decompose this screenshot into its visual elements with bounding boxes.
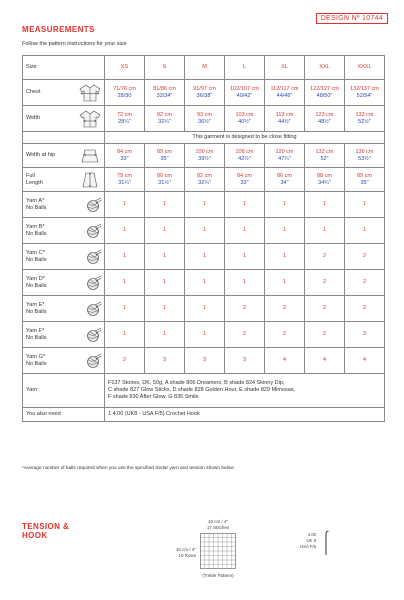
width-label: Width bbox=[26, 115, 41, 122]
yarn-f-label-cell bbox=[23, 322, 105, 348]
yarn-ball-icon bbox=[86, 301, 102, 317]
width-hip-cell: 84 cm 33" bbox=[105, 144, 145, 168]
full-length-label-cell bbox=[23, 168, 105, 192]
yarn-ball-icon bbox=[86, 327, 102, 343]
fit-note-row bbox=[23, 132, 385, 144]
yarn-a-row bbox=[23, 192, 385, 218]
yarn-ball-icon bbox=[86, 249, 102, 265]
yarn-c-label-cell bbox=[23, 244, 105, 270]
fit-note-spacer bbox=[23, 132, 105, 144]
yarn-b-cell: 1 bbox=[225, 218, 265, 244]
full-length-cell: 89 cm 35" bbox=[345, 168, 385, 192]
yarn-a-cell: 1 bbox=[225, 192, 265, 218]
size-label: Size bbox=[23, 56, 105, 80]
footnote: *Average number of balls required when you use the specified Sirdar yarn and tension shown below bbox=[22, 466, 234, 471]
yarn-f-balls-label: No Balls bbox=[26, 334, 47, 341]
size-xl: XL bbox=[265, 56, 305, 80]
yarn-f-row bbox=[23, 322, 385, 348]
tension-grid-icon bbox=[200, 533, 236, 569]
width-hip-row bbox=[23, 144, 385, 168]
hook-info bbox=[300, 532, 316, 549]
yarn-d-row bbox=[23, 270, 385, 296]
full-length-cell: 86 cm 34" bbox=[265, 168, 305, 192]
hook-mm: 4.00 bbox=[307, 532, 316, 537]
yarn-e-cell: 2 bbox=[305, 296, 345, 322]
yarn-ball-icon bbox=[86, 275, 102, 291]
also-need-label: You also need bbox=[23, 408, 105, 422]
yarn-d-cell: 1 bbox=[145, 270, 185, 296]
width-cell: 72 cm 28¼" bbox=[105, 106, 145, 132]
size-xs: XS bbox=[105, 56, 145, 80]
yarn-g-row bbox=[23, 348, 385, 374]
yarn-g-cell: 3 bbox=[185, 348, 225, 374]
hook-uk: UK 8 bbox=[306, 537, 316, 543]
yarn-f-cell: 1 bbox=[145, 322, 185, 348]
yarn-g-cell: 4 bbox=[265, 348, 305, 374]
yarn-b-label-cell bbox=[23, 218, 105, 244]
tension-stitches: 17 Stitches bbox=[206, 525, 230, 530]
tension-hook-title: TENSION & HOOK bbox=[22, 522, 70, 540]
yarn-g-cell: 2 bbox=[105, 348, 145, 374]
yarn-a-label-cell bbox=[23, 192, 105, 218]
yarn-g-cell: 3 bbox=[145, 348, 185, 374]
yarn-a-cell: 1 bbox=[305, 192, 345, 218]
size-s: S bbox=[145, 56, 185, 80]
chest-cell: 132/137 cm 52/54" bbox=[345, 80, 385, 106]
yarn-a-cell: 1 bbox=[145, 192, 185, 218]
intro-text: Follow the pattern instructions for your size bbox=[22, 41, 127, 47]
yarn-c-cell: 2 bbox=[305, 244, 345, 270]
yarn-c-balls-label: No Balls bbox=[26, 256, 47, 263]
yarn-f-name: Yarn F* bbox=[26, 327, 45, 334]
yarn-c-name: Yarn C* bbox=[26, 249, 45, 256]
also-need-value: 1 4.00 (UK8 - USA F/5) Crochet Hook bbox=[105, 408, 385, 422]
width-hip-label-cell bbox=[23, 144, 105, 168]
yarn-ball-icon bbox=[86, 353, 102, 369]
yarn-g-name: Yarn G* bbox=[26, 353, 46, 360]
tension-rows: 10 Rows bbox=[178, 553, 196, 558]
yarn-g-label-cell bbox=[23, 348, 105, 374]
tension-width-label: 10 cm / 4" bbox=[207, 519, 229, 524]
yarn-d-label-cell bbox=[23, 270, 105, 296]
yarn-g-cell: 3 bbox=[225, 348, 265, 374]
full-length-cell: 84 cm 33" bbox=[225, 168, 265, 192]
yarn-e-balls-label: No Balls bbox=[26, 308, 47, 315]
size-m: M bbox=[185, 56, 225, 80]
width-cell: 133 cm 52½" bbox=[345, 106, 385, 132]
design-number-badge: DESIGN Nº 10744 bbox=[316, 13, 388, 24]
skirt-length-icon bbox=[78, 172, 102, 188]
yarn-e-cell: 1 bbox=[105, 296, 145, 322]
yarn-b-cell: 1 bbox=[105, 218, 145, 244]
yarn-g-balls-label: No Balls bbox=[26, 360, 47, 367]
yarn-c-row bbox=[23, 244, 385, 270]
tension-pattern: (Treble Pattern) bbox=[202, 573, 234, 578]
yarn-c-cell: 1 bbox=[185, 244, 225, 270]
also-need-row bbox=[23, 408, 385, 422]
yarn-g-cell: 4 bbox=[345, 348, 385, 374]
yarn-d-cell: 1 bbox=[265, 270, 305, 296]
yarn-c-cell: 1 bbox=[225, 244, 265, 270]
yarn-ball-icon bbox=[86, 223, 102, 239]
chest-cell: 102/107 cm 40/42" bbox=[225, 80, 265, 106]
yarn-c-cell: 1 bbox=[105, 244, 145, 270]
full-length-cell: 88 cm 34¾" bbox=[305, 168, 345, 192]
width-hip-cell: 120 cm 47¼" bbox=[265, 144, 305, 168]
yarn-d-cell: 1 bbox=[225, 270, 265, 296]
yarn-a-balls-label: No Balls bbox=[26, 204, 47, 211]
yarn-details-text: F137 Stories, DK, 50g, A shade 806 Dreamers, B shade 824 Skinny Dip, C shade 827 Glow Sticks, D shade 828 Golden Hour, E shade 829 Mimosas, F shade 830 After Glow, G 835 Smile bbox=[105, 374, 385, 408]
fit-note: This garment is designed to be close fitting bbox=[105, 132, 385, 144]
width-cell: 82 cm 32¼" bbox=[145, 106, 185, 132]
yarn-d-cell: 1 bbox=[185, 270, 225, 296]
full-length-cell: 80 cm 31½" bbox=[145, 168, 185, 192]
width-cell: 113 cm 44½" bbox=[265, 106, 305, 132]
tension-diagram bbox=[160, 519, 270, 589]
width-cell: 93 cm 36½" bbox=[185, 106, 225, 132]
yarn-e-row bbox=[23, 296, 385, 322]
measurements-table bbox=[22, 55, 385, 422]
yarn-e-cell: 2 bbox=[265, 296, 305, 322]
width-cell: 103 cm 40½" bbox=[225, 106, 265, 132]
chest-label-cell bbox=[23, 80, 105, 106]
chest-cell: 112/117 cm 44/46" bbox=[265, 80, 305, 106]
skirt-hip-icon bbox=[78, 149, 102, 163]
width-hip-cell: 132 cm 52" bbox=[305, 144, 345, 168]
chest-cell: 71/76 cm 28/30 bbox=[105, 80, 145, 106]
yarn-a-cell: 1 bbox=[185, 192, 225, 218]
size-xxxl: XXXL bbox=[345, 56, 385, 80]
size-l: L bbox=[225, 56, 265, 80]
full-length-cell: 82 cm 32¼" bbox=[185, 168, 225, 192]
width-hip-cell: 136 cm 53½" bbox=[345, 144, 385, 168]
chest-label: Chest bbox=[26, 89, 41, 96]
yarn-a-cell: 1 bbox=[105, 192, 145, 218]
chest-cell: 91/97 cm 36/38" bbox=[185, 80, 225, 106]
yarn-e-cell: 2 bbox=[345, 296, 385, 322]
yarn-e-label-cell bbox=[23, 296, 105, 322]
yarn-d-name: Yarn D* bbox=[26, 275, 45, 282]
cardigan-chest-icon bbox=[78, 84, 102, 102]
width-row bbox=[23, 106, 385, 132]
yarn-e-cell: 1 bbox=[145, 296, 185, 322]
yarn-b-cell: 1 bbox=[305, 218, 345, 244]
chest-cell: 122/127 cm 48/50" bbox=[305, 80, 345, 106]
yarn-b-cell: 1 bbox=[145, 218, 185, 244]
yarn-f-cell: 3 bbox=[345, 322, 385, 348]
yarn-b-name: Yarn B* bbox=[26, 223, 45, 230]
yarn-f-cell: 2 bbox=[305, 322, 345, 348]
yarn-e-cell: 2 bbox=[225, 296, 265, 322]
width-hip-cell: 100 cm 39½" bbox=[185, 144, 225, 168]
yarn-ball-icon bbox=[86, 197, 102, 213]
yarn-details-label: Yarn bbox=[23, 374, 105, 408]
measurements-title: MEASUREMENTS bbox=[22, 25, 95, 34]
yarn-d-cell: 2 bbox=[345, 270, 385, 296]
yarn-c-cell: 1 bbox=[265, 244, 305, 270]
width-label-cell bbox=[23, 106, 105, 132]
yarn-f-cell: 2 bbox=[265, 322, 305, 348]
yarn-d-cell: 2 bbox=[305, 270, 345, 296]
yarn-f-cell: 2 bbox=[225, 322, 265, 348]
yarn-b-row bbox=[23, 218, 385, 244]
tension-height-label: 10 cm / 4" bbox=[175, 547, 196, 552]
width-hip-label: Width at hip bbox=[26, 152, 56, 159]
width-hip-cell: 89 cm 35" bbox=[145, 144, 185, 168]
yarn-c-cell: 1 bbox=[145, 244, 185, 270]
full-length-row bbox=[23, 168, 385, 192]
yarn-a-name: Yarn A* bbox=[26, 197, 45, 204]
yarn-b-cell: 1 bbox=[265, 218, 305, 244]
yarn-e-cell: 1 bbox=[185, 296, 225, 322]
yarn-details-row bbox=[23, 374, 385, 408]
yarn-g-cell: 4 bbox=[305, 348, 345, 374]
size-xxl: XXL bbox=[305, 56, 345, 80]
yarn-b-cell: 1 bbox=[185, 218, 225, 244]
yarn-a-cell: 1 bbox=[345, 192, 385, 218]
width-cell: 123 cm 48½" bbox=[305, 106, 345, 132]
yarn-d-balls-label: No Balls bbox=[26, 282, 47, 289]
full-length-cell: 79 cm 31¼" bbox=[105, 168, 145, 192]
yarn-c-cell: 2 bbox=[345, 244, 385, 270]
yarn-f-cell: 1 bbox=[185, 322, 225, 348]
crochet-hook-icon bbox=[322, 530, 330, 556]
yarn-b-balls-label: No Balls bbox=[26, 230, 47, 237]
yarn-b-cell: 1 bbox=[345, 218, 385, 244]
yarn-d-cell: 1 bbox=[105, 270, 145, 296]
cardigan-width-icon bbox=[78, 110, 102, 128]
width-hip-cell: 108 cm 42½" bbox=[225, 144, 265, 168]
chest-cell: 81/86 cm 32/34" bbox=[145, 80, 185, 106]
yarn-f-cell: 1 bbox=[105, 322, 145, 348]
size-header-row bbox=[23, 56, 385, 80]
yarn-a-cell: 1 bbox=[265, 192, 305, 218]
chest-row bbox=[23, 80, 385, 106]
full-length-label: Full Length bbox=[26, 172, 43, 186]
hook-usa: USA F/5 bbox=[300, 543, 316, 549]
yarn-e-name: Yarn E* bbox=[26, 301, 45, 308]
